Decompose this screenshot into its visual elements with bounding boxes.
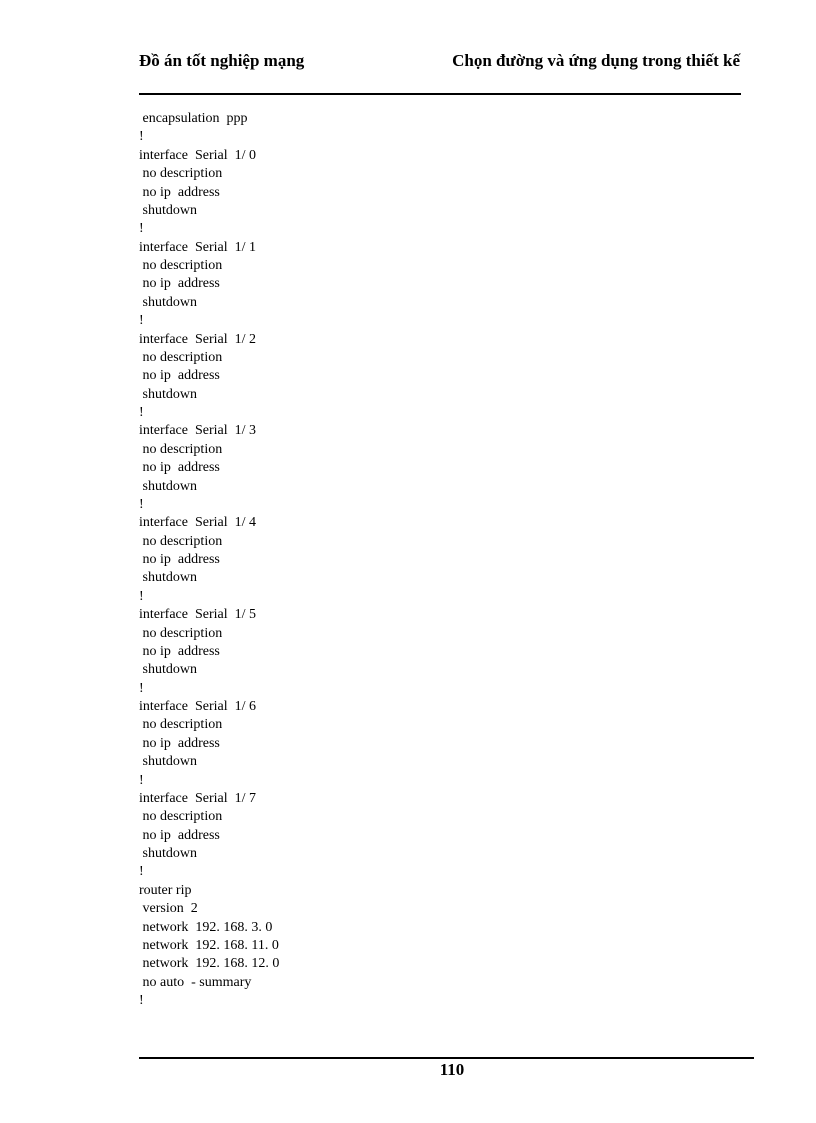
config-line: no auto - summary <box>139 974 252 990</box>
config-line: shutdown <box>139 478 197 494</box>
config-line: interface Serial 1/ 4 <box>139 515 257 531</box>
config-line: network 192. 168. 3. 0 <box>139 919 273 935</box>
config-line: no description <box>139 717 223 733</box>
config-line: no description <box>139 349 223 365</box>
header-left-title: Đồ án tốt nghiệp mạng <box>139 51 305 70</box>
config-line: shutdown <box>139 662 197 678</box>
config-line: router rip <box>139 882 192 898</box>
header-divider <box>139 93 741 95</box>
config-line: shutdown <box>139 294 197 310</box>
config-line: no ip address <box>139 552 220 567</box>
config-line: ! <box>139 772 144 788</box>
config-line: no ip address <box>139 460 220 476</box>
config-line: no description <box>139 533 223 549</box>
config-line: network 192. 168. 11. 0 <box>139 937 279 953</box>
config-line: interface Serial 1/ 7 <box>139 790 257 806</box>
router-config-listing <box>139 110 279 1010</box>
config-line: network 192. 168. 12. 0 <box>139 956 280 972</box>
config-line: interface Serial 1/ 5 <box>139 607 257 623</box>
config-line: shutdown <box>139 202 197 218</box>
config-line: ! <box>139 864 144 880</box>
config-line: no description <box>139 625 223 641</box>
header-right-title: Chọn đường và ứng dụng trong thiết kế <box>452 51 740 70</box>
config-line: no ip address <box>139 276 220 292</box>
config-line: ! <box>139 496 144 512</box>
config-line: interface Serial 1/ 6 <box>139 699 257 714</box>
config-line: ! <box>139 588 144 604</box>
config-line: ! <box>139 993 144 1008</box>
config-line: interface Serial 1/ 1 <box>139 239 257 255</box>
config-line: interface Serial 1/ 2 <box>139 331 257 347</box>
config-line: version 2 <box>139 901 198 917</box>
config-line: ! <box>139 129 144 145</box>
config-line: no description <box>139 166 223 182</box>
config-line: ! <box>139 405 144 420</box>
config-line: shutdown <box>139 570 197 586</box>
config-line: interface Serial 1/ 0 <box>139 147 257 163</box>
config-line: no ip address <box>139 368 220 384</box>
config-line: encapsulation ppp <box>139 111 248 126</box>
config-line: ! <box>139 313 144 329</box>
config-line: interface Serial 1/ 3 <box>139 423 257 439</box>
config-line: no description <box>139 441 223 457</box>
config-line: no description <box>139 258 223 273</box>
config-line: no ip address <box>139 735 220 751</box>
config-line: no ip address <box>139 643 220 659</box>
config-line: ! <box>139 680 144 696</box>
config-line: no ip address <box>139 184 220 200</box>
config-line: ! <box>139 221 144 237</box>
config-line: no ip address <box>139 827 220 843</box>
page-number: 110 <box>439 1060 465 1079</box>
config-line: shutdown <box>139 846 197 861</box>
config-line: shutdown <box>139 386 197 402</box>
config-line: no description <box>139 809 223 825</box>
footer-divider <box>139 1057 754 1059</box>
config-line: shutdown <box>139 754 197 770</box>
